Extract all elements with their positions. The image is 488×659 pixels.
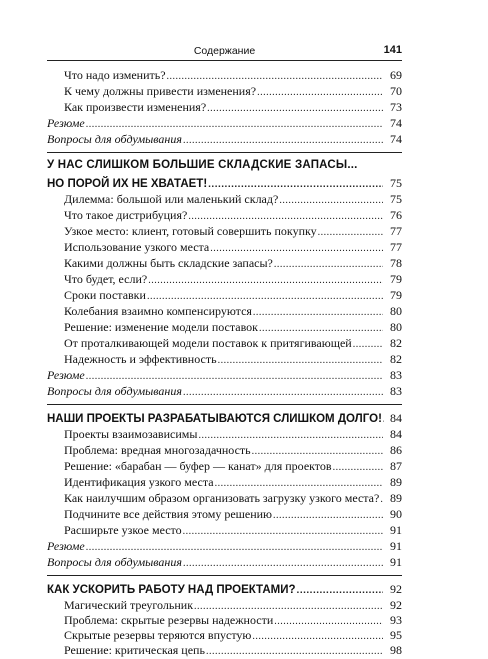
- toc-entry[interactable]: Что надо изменить? ..... 69: [64, 68, 402, 82]
- page-number: 141: [383, 44, 402, 56]
- toc-entry[interactable]: Подчините все действия этому решению ..... 90: [64, 507, 402, 521]
- toc-entry[interactable]: Идентификация узкого места ..... 89: [64, 475, 402, 489]
- toc-entry-summary[interactable]: Резюме ..... 91: [47, 539, 402, 553]
- section-rule: [47, 404, 402, 405]
- chapter-heading[interactable]: НО ПОРОЙ ИХ НЕ ХВАТАЕТ! ..... 75: [47, 176, 402, 190]
- toc-entry[interactable]: Проекты взаимозависимы ..... 84: [64, 427, 402, 441]
- toc-entry-questions[interactable]: Вопросы для обдумывания ..... 74: [47, 132, 402, 146]
- toc-entry[interactable]: Использование узкого места ..... 77: [64, 240, 402, 254]
- toc-entry[interactable]: Надежность и эффективность ..... 82: [64, 352, 402, 366]
- toc-entry[interactable]: Проблема: вредная многозадачность ..... 86: [64, 443, 402, 457]
- toc-entry[interactable]: Решение: «барабан — буфер — канат» для проектов ..... 87: [64, 459, 402, 473]
- section-rule: [47, 575, 402, 576]
- toc-entry[interactable]: Дилемма: большой или маленький склад? ..... 75: [64, 192, 402, 206]
- section-rule: [47, 152, 402, 153]
- toc-entry-summary[interactable]: Резюме ..... 74: [47, 116, 402, 130]
- toc-entry[interactable]: Что будет, если? ..... 79: [64, 272, 402, 286]
- chapter-heading-line[interactable]: У НАС СЛИШКОМ БОЛЬШИЕ СКЛАДСКИЕ ЗАПАСЫ...: [47, 159, 358, 171]
- toc-entry[interactable]: Какими должны быть складские запасы? ..... 78: [64, 256, 402, 270]
- toc-entry[interactable]: Колебания взаимно компенсируются ..... 80: [64, 304, 402, 318]
- toc-entry[interactable]: Узкое место: клиент, готовый совершить покупку ..... 77: [64, 224, 402, 238]
- header-rule: [47, 60, 402, 61]
- toc-entry[interactable]: Как наилучшим образом организовать загрузку узкого места? ..... 89: [64, 491, 402, 505]
- toc-entry-summary[interactable]: Резюме ..... 83: [47, 368, 402, 382]
- running-header-title: Содержание: [193, 45, 256, 57]
- toc-entry[interactable]: Скрытые резервы теряются впустую ..... 95: [64, 628, 402, 642]
- toc-entry[interactable]: Решение: изменение модели поставок ..... 80: [64, 320, 402, 334]
- toc-entry[interactable]: Что такое дистрибуция? ..... 76: [64, 208, 402, 222]
- toc-entry[interactable]: Магический треугольник ..... 92: [64, 598, 402, 612]
- toc-entry-questions[interactable]: Вопросы для обдумывания ..... 91: [47, 555, 402, 569]
- toc-entry[interactable]: От проталкивающей модели поставок к притягивающей ..... 82: [64, 336, 402, 350]
- toc-entry[interactable]: К чему должны привести изменения? ..... 70: [64, 84, 402, 98]
- toc-entry[interactable]: Сроки поставки ..... 79: [64, 288, 402, 302]
- chapter-heading[interactable]: НАШИ ПРОЕКТЫ РАЗРАБАТЫВАЮТСЯ СЛИШКОМ ДОЛГО! ..... 84: [47, 411, 402, 425]
- chapter-heading[interactable]: КАК УСКОРИТЬ РАБОТУ НАД ПРОЕКТАМИ? ..... 92: [47, 582, 402, 596]
- toc-entry[interactable]: Решение: критическая цепь ..... 98: [64, 643, 402, 657]
- toc-entry-questions[interactable]: Вопросы для обдумывания ..... 83: [47, 384, 402, 398]
- toc-entry[interactable]: Расширьте узкое место ..... 91: [64, 523, 402, 537]
- toc-entry[interactable]: Как произвести изменения? ..... 73: [64, 100, 402, 114]
- running-header: [47, 44, 402, 60]
- toc-entry[interactable]: Проблема: скрытые резервы надежности ..... 93: [64, 613, 402, 627]
